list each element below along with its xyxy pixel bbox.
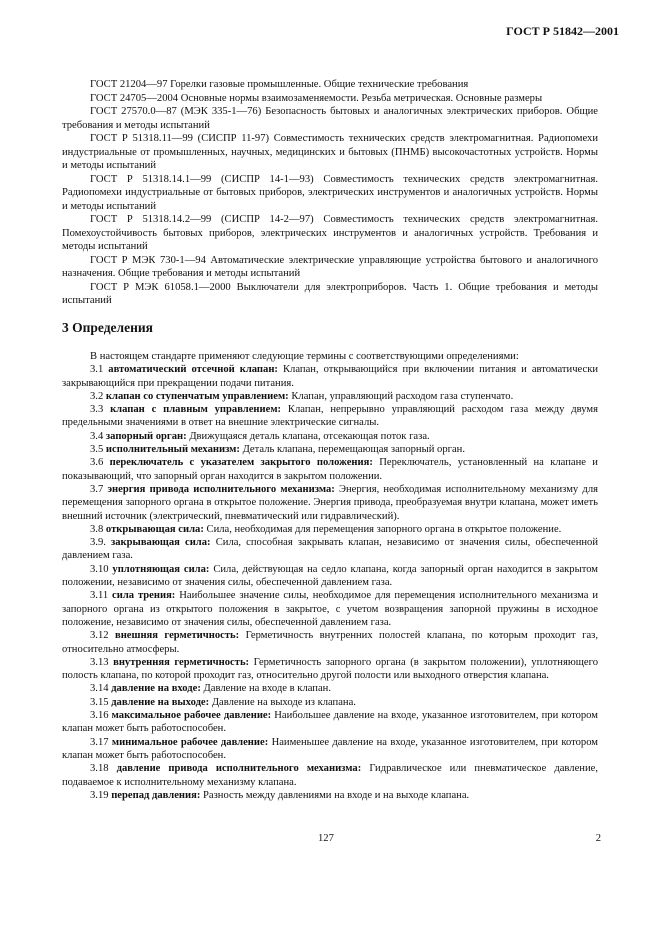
- definition-item: [62, 696, 598, 709]
- definition-item: [62, 682, 598, 695]
- definition-item: [62, 589, 598, 629]
- definition-term: клапан с плавным управлением:: [110, 404, 282, 416]
- definition-number: 3.11: [90, 590, 109, 602]
- definition-text: Движущаяся деталь клапана, отсекающая поток газа.: [189, 430, 430, 442]
- definition-text: Наибольшее давление на входе, указанное изготовителем, при котором клапан может быть работоспособен.: [62, 710, 598, 735]
- definition-term: клапан со ступенчатым управлением:: [105, 390, 289, 402]
- definition-item: [62, 443, 598, 456]
- definition-number: 3.10: [90, 563, 109, 575]
- definition-number: 3.17: [90, 736, 109, 748]
- definition-text: Наименьшее давление на входе, указанное изготовителем, при котором клапан может быть работоспособен.: [62, 736, 599, 761]
- definition-item: [62, 709, 598, 736]
- definition-item: [62, 789, 598, 802]
- reference-item: ГОСТ 24705—2004 Основные нормы взаимозаменяемости. Резьба метрическая. Основные размеры: [90, 92, 543, 104]
- definition-item: [62, 456, 598, 483]
- reference-item: ГОСТ Р МЭК 61058.1—2000 Выключатели для электроприборов. Часть 1. Общие требования и методы испытаний: [62, 281, 598, 306]
- definition-number: 3.8: [90, 523, 104, 535]
- definition-number: 3.13: [90, 656, 109, 668]
- definition-term: максимальное рабочее давление:: [111, 710, 272, 722]
- definition-number: 3.6: [90, 457, 104, 469]
- definition-text: Клапан, управляющий расходом газа ступенчато.: [291, 390, 514, 402]
- reference-item: ГОСТ Р МЭК 730-1—94 Автоматические электрические управляющие устройства бытового и аналогичного назначения. Общие требования и методы испытаний: [62, 254, 598, 279]
- definition-item: [62, 430, 598, 443]
- definition-number: 3.16: [90, 710, 109, 722]
- page-number: 127: [318, 833, 334, 844]
- definition-term: внешняя герметичность:: [114, 630, 240, 642]
- reference-list: [62, 78, 598, 308]
- definition-text: Разность между давлениями на входе и на выходе клапана.: [203, 789, 470, 801]
- definition-term: запорный орган:: [105, 430, 187, 442]
- definition-term: давление на входе:: [111, 683, 201, 695]
- definition-item: [62, 762, 598, 789]
- definition-number: 3.2: [90, 390, 104, 402]
- definition-text: Сила, необходимая для перемещения запорного органа в открытое положение.: [206, 523, 562, 535]
- definition-number: 3.9.: [90, 537, 106, 549]
- definition-text: Сила, действующая на седло клапана, когда запорный орган находится в закрытом положении, независимо от значения силы, обеспеченной давлением газа.: [62, 563, 598, 589]
- definition-term: давление привода исполнительного механизма:: [116, 763, 362, 775]
- definition-text: Гидравлическое или пневматическое давление, подаваемое к исполнительному механизму клапана.: [62, 763, 598, 788]
- definition-term: уплотняющая сила:: [112, 563, 210, 575]
- reference-item: ГОСТ Р 51318.14.2—99 (СИСПР 14-2—97) Совместимость технических средств электромагнитная. Помехоустойчивость бытовых приборов, электрических инструментов и аналогичных устройств. Требования и методы испытаний: [62, 214, 598, 252]
- definition-item: [62, 363, 598, 390]
- definition-term: перепад давления:: [111, 789, 201, 801]
- definition-text: Наибольшее значение силы, необходимое для перемещения исполнительного механизма и запорного органа из открытого положения в закрытое, с учетом возвращения запорной пружины в исходное положение, независимо от значения силы, обеспеченной давлением газа.: [62, 590, 598, 628]
- reference-item: ГОСТ Р 51318.14.1—99 (СИСПР 14-1—93) Совместимость технических средств электромагнитная. Радиопомехи индустриальные от бытовых приборов, электрических инструментов и аналогичных устройств. Нормы и методы испытаний: [62, 173, 598, 212]
- definition-item: [62, 736, 598, 763]
- definition-number: 3.12: [90, 630, 109, 642]
- definition-number: 3.5: [90, 444, 104, 456]
- document-header: ГОСТ Р 51842—2001: [506, 24, 619, 38]
- definition-term: минимальное рабочее давление:: [111, 736, 269, 748]
- definition-item: [62, 523, 598, 536]
- definition-term: сила трения:: [112, 590, 176, 602]
- definition-number: 3.3: [90, 404, 104, 416]
- definition-term: переключатель с указателем закрытого положения:: [109, 457, 373, 469]
- definition-text: Клапан, непрерывно управляющий расходом газа между двумя предельными значениями в ответ на внешние электрические сигналы.: [62, 404, 598, 429]
- definition-item: [62, 403, 598, 430]
- definition-text: Давление на входе в клапан.: [203, 683, 331, 695]
- definition-item: [62, 536, 598, 563]
- definition-term: открывающая сила:: [105, 523, 204, 535]
- definition-text: Деталь клапана, перемещающая запорный орган.: [242, 444, 465, 456]
- definition-text: Давление на выходе из клапана.: [211, 696, 356, 708]
- definition-number: 3.7: [90, 483, 104, 495]
- definition-term: внутренняя герметичность:: [113, 656, 250, 668]
- section-title: 3 Определения: [62, 320, 153, 335]
- sheet-number: 2: [595, 833, 601, 844]
- definition-text: Энергия, необходимая исполнительному механизму для перемещения запорного органа в открытое положение. Энергия привода, преобразуемая внутри клапана, может иметь внешний источник (электрический, пневматический или гидравлический).: [62, 483, 598, 522]
- definition-number: 3.18: [90, 763, 109, 775]
- definition-term: закрывающая сила:: [111, 537, 211, 549]
- definition-text: Переключатель, установленный на клапане и показывающий, что запорный орган находится в закрытом положении.: [62, 457, 598, 482]
- definition-term: давление на выходе:: [111, 696, 210, 708]
- definition-number: 3.1: [90, 364, 104, 376]
- definition-item: [62, 483, 598, 523]
- definition-item: [62, 629, 598, 656]
- reference-item: ГОСТ 27570.0—87 (МЭК 335-1—76) Безопасность бытовых и аналогичных электрических приборов. Общие требования и методы испытаний: [62, 106, 598, 131]
- intro-paragraph: В настоящем стандарте применяют следующие термины с соответствующими определениями:: [90, 351, 519, 362]
- definitions-list: [62, 350, 598, 802]
- definition-number: 3.14: [90, 683, 109, 695]
- definition-item: [62, 390, 598, 403]
- definition-number: 3.19: [90, 789, 109, 801]
- definition-item: [62, 563, 598, 590]
- definition-term: исполнительный механизм:: [105, 444, 240, 456]
- definition-text: Герметичность запорного органа (в закрытом положении), уплотняющего полость клапана, по которой проходит газ, относительно другой полости или выходного отверстия клапана.: [62, 656, 599, 682]
- definition-number: 3.15: [90, 696, 109, 708]
- definition-text: Сила, способная закрывать клапан, независимо от значения силы, обеспеченной давлением газа.: [62, 537, 598, 562]
- definition-text: Герметичность внутренних полостей клапана, по которым проходит газ, относительно атмосферы.: [62, 630, 598, 655]
- reference-item: ГОСТ 21204—97 Горелки газовые промышленные. Общие технические требования: [90, 79, 469, 90]
- definition-text: Клапан, открывающийся при включении питания и автоматически закрывающийся при прекращении подачи питания.: [62, 364, 599, 389]
- definition-term: автоматический отсечной клапан:: [108, 364, 278, 376]
- definition-number: 3.4: [90, 430, 104, 442]
- reference-item: ГОСТ Р 51318.11—99 (СИСПР 11-97) Совместимость технических средств электромагнитная. Радиопомехи индустриальные от промышленных, научных, медицинских и бытовых (ПНМБ) высокочастотных устройств. Нормы и методы испытаний: [62, 133, 598, 171]
- definition-term: энергия привода исполнительного механизма:: [107, 483, 335, 495]
- definition-item: [62, 656, 598, 683]
